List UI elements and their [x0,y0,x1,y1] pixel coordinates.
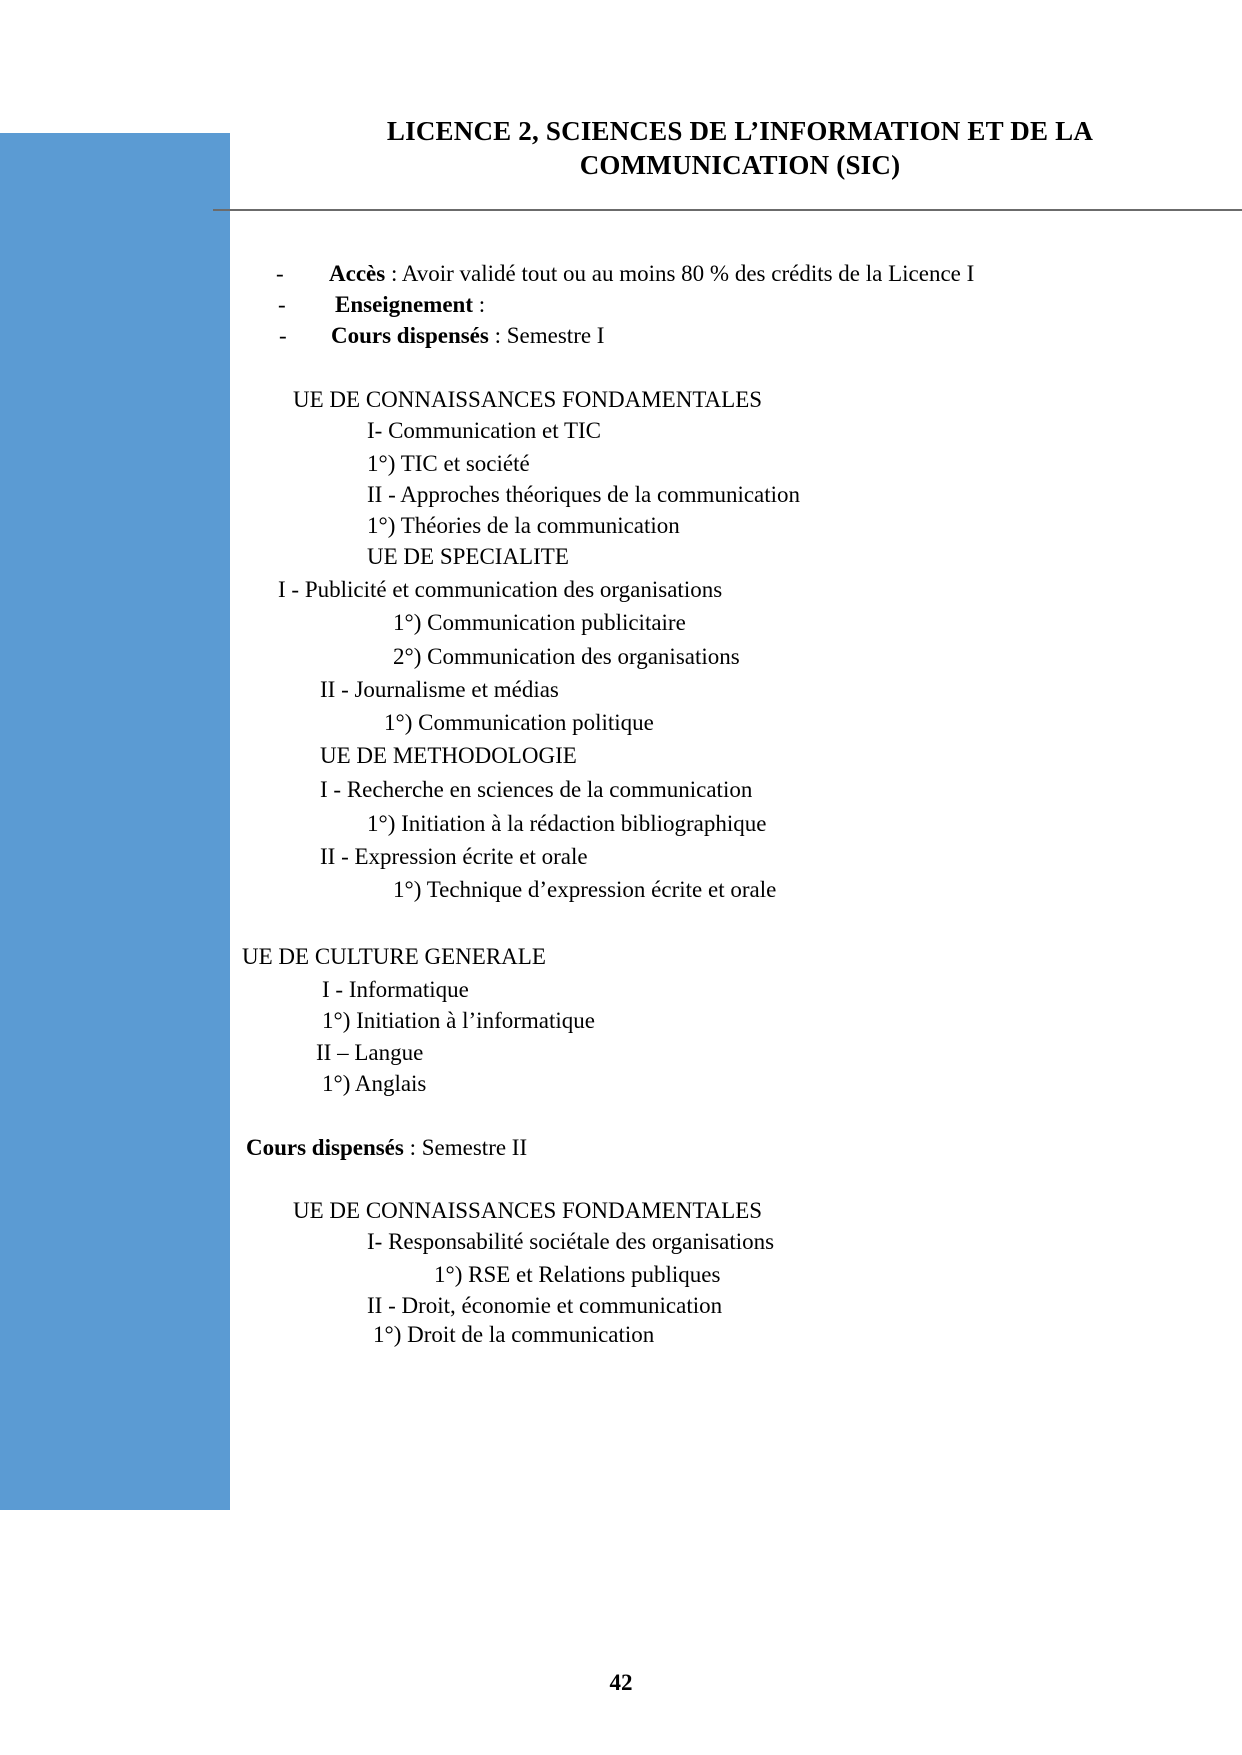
title-line-1: LICENCE 2, SCIENCES DE L’INFORMATION ET DE LA [386,116,1094,146]
course-item: 1°) TIC et société [367,451,530,476]
course-item: 1°) Technique d’expression écrite et orale [393,877,777,902]
semester2-heading-text: : Semestre II [403,1135,528,1160]
course-item: 1°) RSE et Relations publiques [434,1262,721,1287]
page-number: 42 [609,1670,633,1695]
title-divider [213,209,1242,211]
course-section: II – Langue [316,1040,424,1065]
course-section: I - Informatique [322,977,469,1002]
course-item: 1°) Communication politique [384,710,654,735]
ue-heading: UE DE CULTURE GENERALE [242,944,546,969]
course-section: I - Publicité et communication des organisations [278,577,723,602]
ue-heading: UE DE SPECIALITE [367,544,569,569]
intro-courses-text: : Semestre I [488,323,605,348]
course-section: II - Journalisme et médias [320,677,559,702]
semester2-heading-label: Cours dispensés [246,1135,404,1160]
course-section: I- Communication et TIC [367,418,602,443]
intro-teaching [335,291,485,319]
page-title [250,114,1230,182]
course-section: I- Responsabilité sociétale des organisations [367,1229,775,1254]
course-section: II - Approches théoriques de la communication [367,482,801,507]
course-section: I - Recherche en sciences de la communication [320,777,753,802]
ue-heading: UE DE CONNAISSANCES FONDAMENTALES [293,1198,763,1223]
bullet-dash: - [276,261,284,286]
intro-teaching-text: : [473,292,486,317]
ue-heading: UE DE METHODOLOGIE [320,743,577,768]
intro-teaching-label: Enseignement [335,292,473,317]
side-accent-bar [0,133,230,1510]
semester2-heading [246,1134,527,1162]
course-item: 1°) Théories de la communication [367,513,680,538]
course-item: 1°) Anglais [322,1071,427,1096]
title-line-2: COMMUNICATION (SIC) [579,150,901,180]
intro-access-label: Accès [329,261,386,286]
intro-access [329,260,974,288]
course-item: 1°) Initiation à l’informatique [322,1008,595,1033]
course-item: 1°) Droit de la communication [373,1322,655,1347]
course-item: 2°) Communication des organisations [393,644,740,669]
bullet-dash: - [279,323,287,348]
ue-heading: UE DE CONNAISSANCES FONDAMENTALES [293,387,763,412]
course-item: 1°) Initiation à la rédaction bibliographique [367,811,767,836]
course-item: 1°) Communication publicitaire [393,610,686,635]
course-section: II - Expression écrite et orale [320,844,588,869]
intro-access-text: : Avoir validé tout ou au moins 80 % des crédits de la Licence I [385,261,975,286]
intro-courses [331,322,604,350]
intro-courses-label: Cours dispensés [331,323,489,348]
course-section: II - Droit, économie et communication [367,1293,723,1318]
bullet-dash: - [278,292,286,317]
